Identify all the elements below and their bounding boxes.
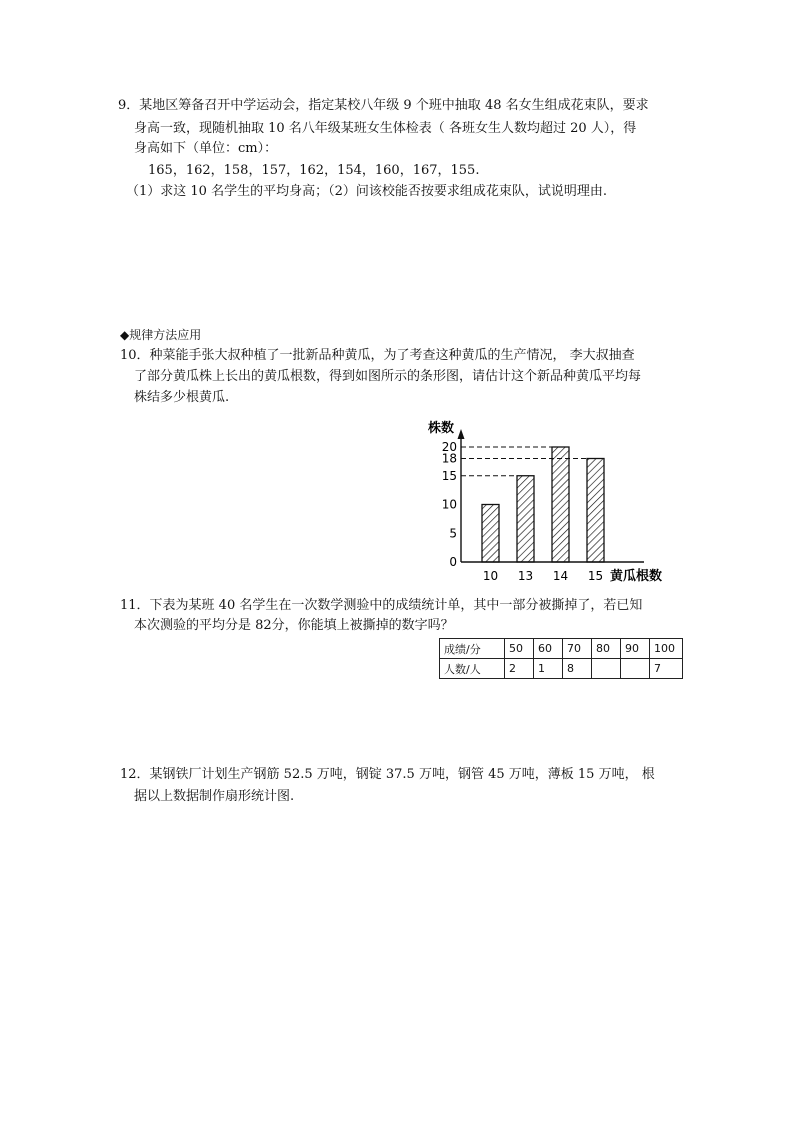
q11-line-2: 本次测验的平均分是 82分，你能填上被撕掉的数字吗？ (134, 618, 454, 633)
bar-13 (517, 476, 534, 562)
table-header-score: 成绩/分 (440, 639, 505, 659)
x-tick-label: 14 (552, 569, 569, 583)
q11-line-1: 11．下表为某班 40 名学生在一次数学测验中的成绩统计单，其中一部分被撕掉了，若已知 (120, 598, 643, 613)
y-tick-label: 5 (449, 526, 457, 541)
table-header-count: 人数/人 (440, 659, 505, 679)
table-cell: 100 (650, 639, 683, 659)
y-tick-label: 0 (449, 555, 457, 569)
y-tick-label: 20 (441, 440, 457, 454)
table-cell: 2 (505, 659, 534, 679)
q10-line-1: 10．种菜能手张大叔种植了一批新品种黄瓜，为了考查这种黄瓜的生产情况， 李大叔抽查 (120, 348, 635, 363)
bars (482, 447, 604, 562)
q9-line-3: 身高如下（单位：cm）： (134, 141, 278, 156)
y-axis-label: 株数 (428, 421, 455, 436)
table-cell: 80 (592, 639, 621, 659)
q12-line-1: 12．某钢铁厂计划生产钢筋 52.5 万吨，钢锭 37.5 万吨，钢管 45 万吨，薄板 15 万吨， 根 (120, 767, 655, 782)
y-tick-label: 18 (441, 451, 457, 466)
table-cell: 7 (650, 659, 683, 679)
table-cell (621, 659, 650, 679)
q9-line-4: （1）求这 10 名学生的平均身高；（2）问该校能否按要求组成花束队，试说明理由. (126, 184, 607, 199)
table-cell: 60 (534, 639, 563, 659)
x-tick-label: 15 (587, 569, 604, 583)
bar-15 (587, 459, 604, 563)
y-tick-label: 15 (441, 468, 457, 483)
table-cell: 90 (621, 639, 650, 659)
table-cell: 50 (505, 639, 534, 659)
table-row (440, 639, 683, 659)
q9-line-2: 身高一致，现随机抽取 10 名八年级某班女生体检表（ 各班女生人数均超过 20 人），得 (134, 121, 637, 136)
q9-line-1: 9．某地区筹备召开中学运动会，指定某校八年级 9 个班中抽取 48 名女生组成花束队，要求 (118, 98, 649, 113)
y-tick-labels (442, 440, 457, 569)
bar-10 (482, 505, 499, 563)
y-tick-label: 10 (441, 497, 457, 512)
table-cell: 8 (563, 659, 592, 679)
table-row (440, 659, 683, 679)
bar-14 (552, 447, 569, 562)
section-title: ◆规律方法应用 (120, 328, 202, 342)
table-cell: 1 (534, 659, 563, 679)
table-cell: 70 (563, 639, 592, 659)
q9-height-data: 165，162，158，157，162，154，160，167，155. (148, 163, 480, 178)
q10-line-2: 了部分黄瓜株上长出的黄瓜根数，得到如图所示的条形图，请估计这个新品种黄瓜平均每 (134, 369, 642, 384)
x-tick-labels (483, 569, 603, 583)
q12-line-2: 据以上数据制作扇形统计图. (134, 789, 295, 804)
x-axis-label: 黄瓜根数 (610, 569, 663, 584)
y-axis-arrow (458, 429, 465, 439)
x-tick-label: 13 (517, 569, 534, 583)
score-table (439, 638, 683, 679)
table-cell (592, 659, 621, 679)
x-tick-label: 10 (482, 569, 499, 583)
bar-chart (420, 415, 680, 587)
q10-line-3: 株结多少根黄瓜. (134, 390, 230, 405)
